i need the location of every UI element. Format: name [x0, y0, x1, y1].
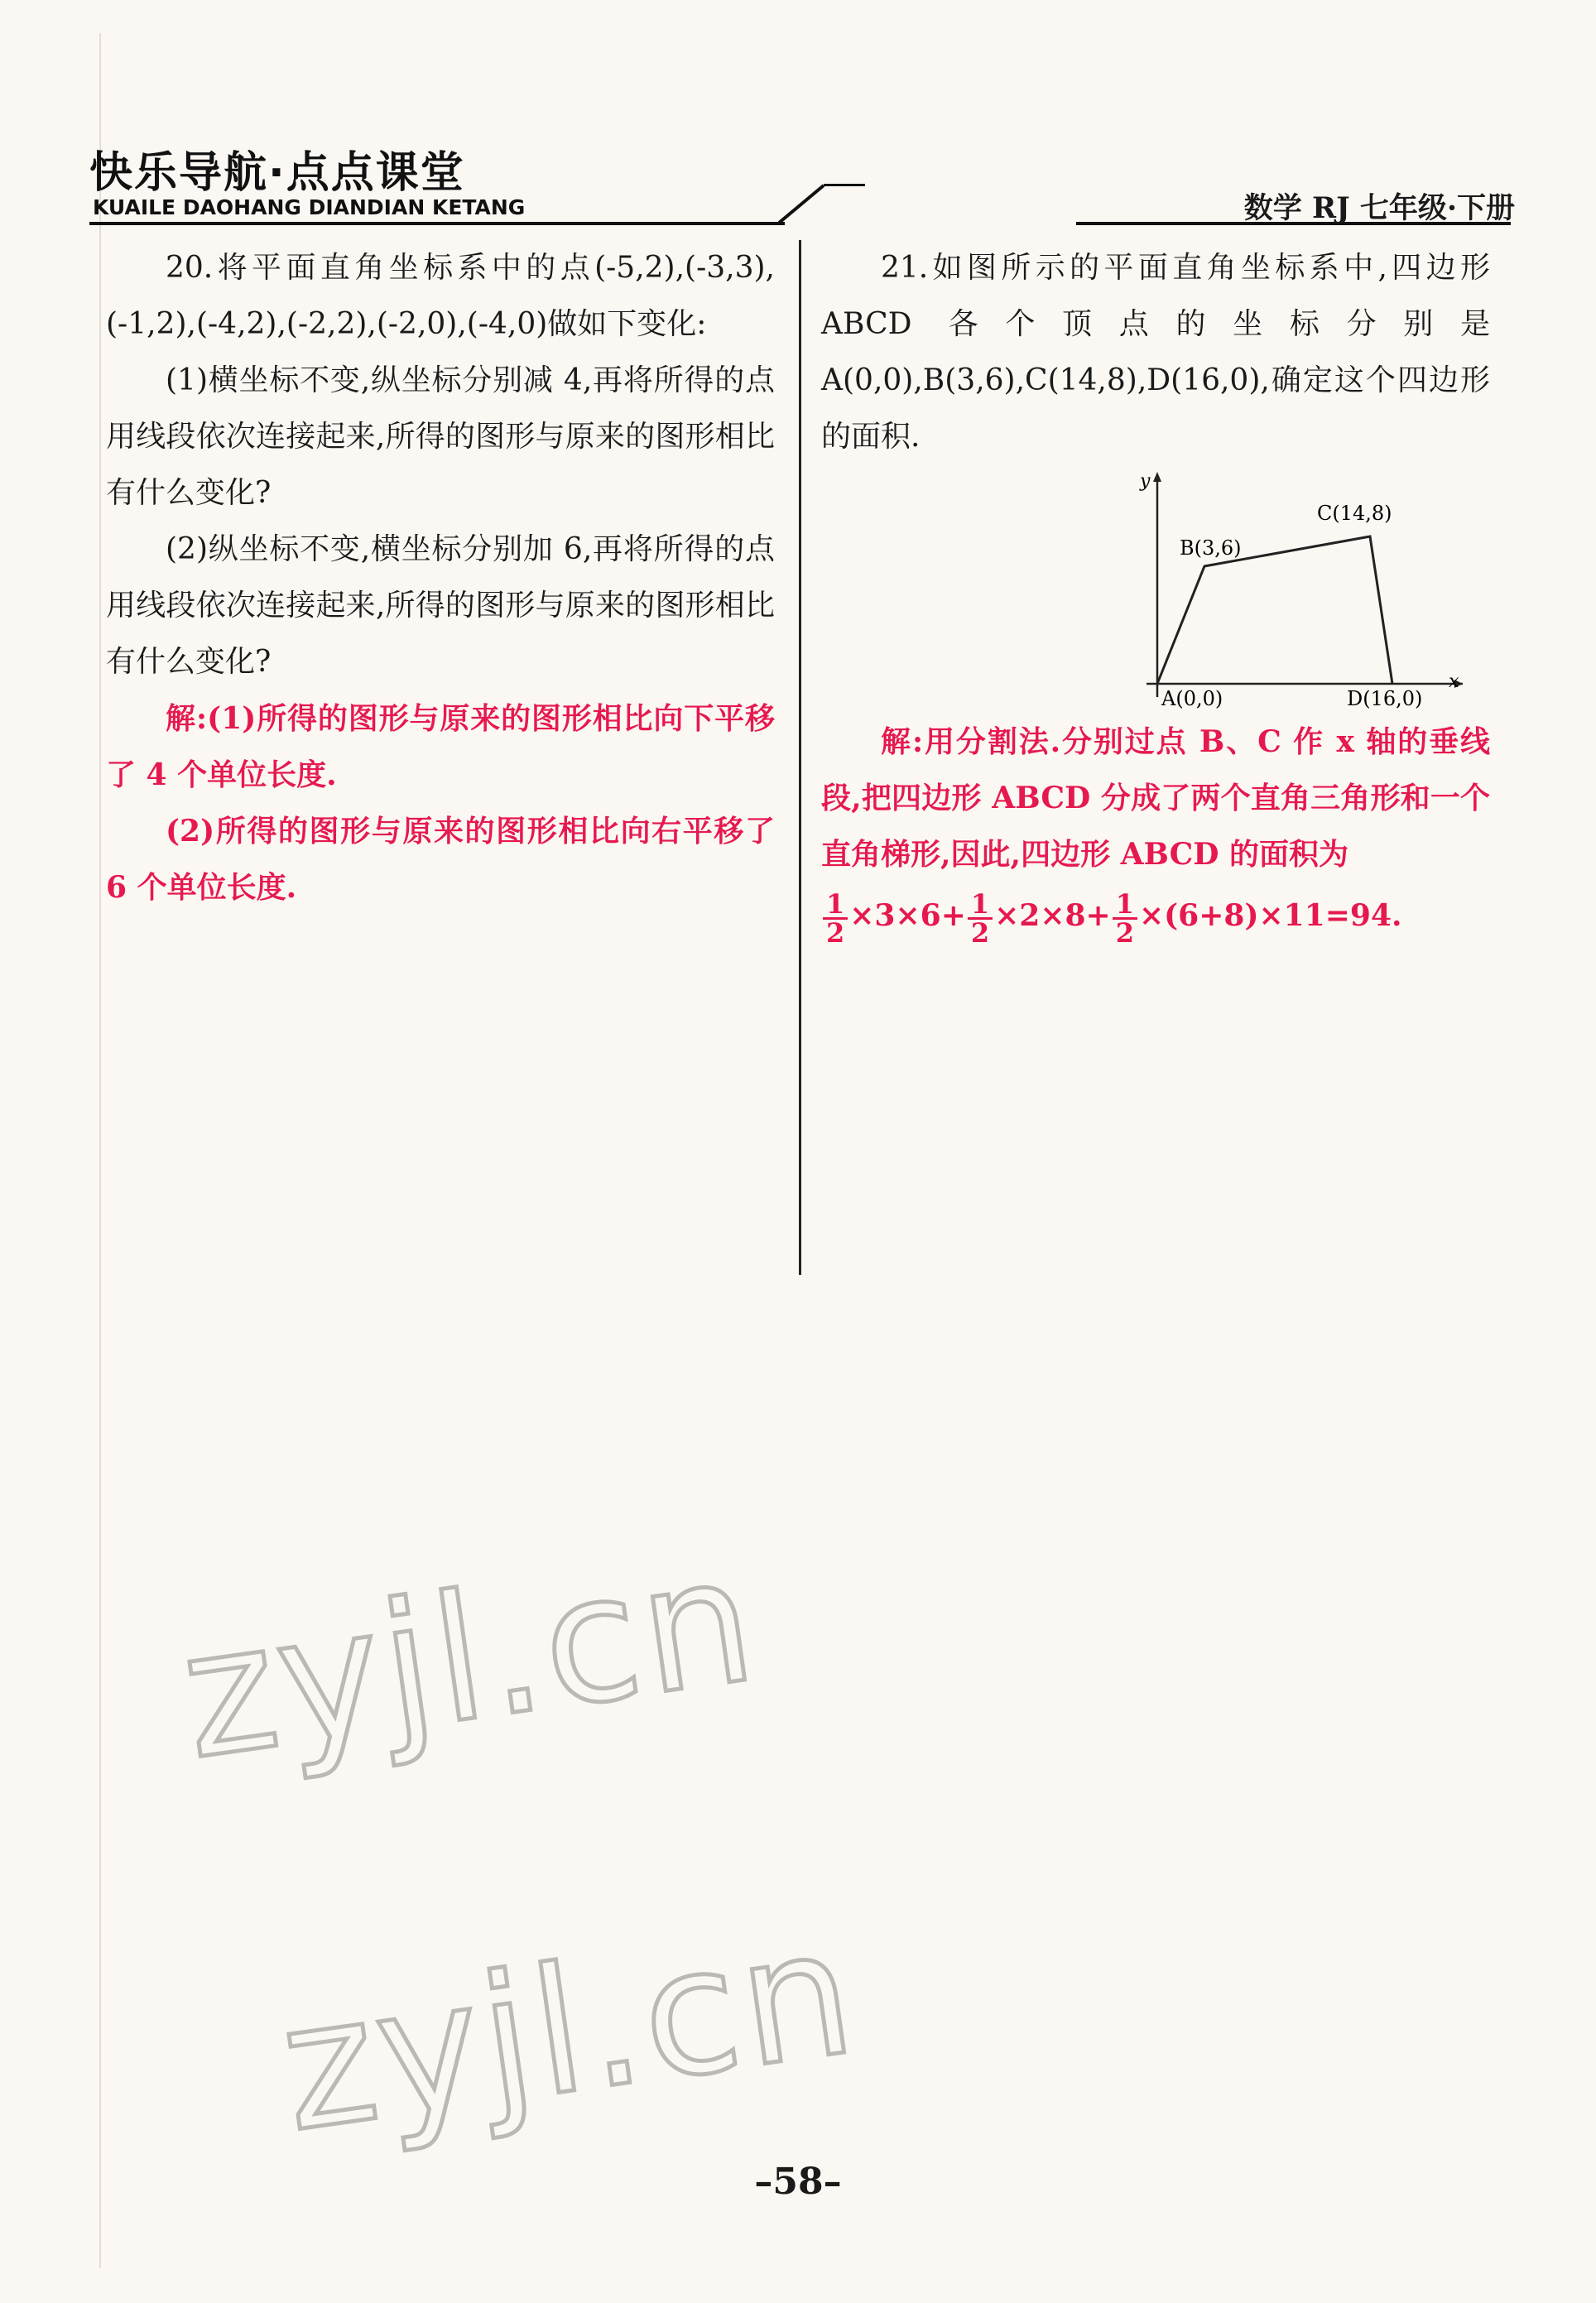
formula-term-3: ×(6+8)×11=94.	[1138, 898, 1402, 933]
header-rule-slant	[778, 182, 828, 227]
right-column	[821, 240, 1490, 465]
point-d-label: D(16,0)	[1347, 687, 1423, 710]
fraction-half-3: $\frac{1}{2}$	[1113, 891, 1137, 946]
answer-20-part2: (2)所得的图形与原来的图形相比向右平移了 6 个单位长度.	[106, 814, 775, 905]
question-21: 21.如图所示的平面直角坐标系中,四边形 ABCD 各个顶点的坐标分别是 A(0,0),B(3,6),C(14,8),D(16,0),确定这个四边形的面积.	[821, 251, 1490, 454]
question-20-part1: (1)横坐标不变,纵坐标分别减 4,再将所得的点用线段依次连接起来,所得的图形与原来的图形相比有什么变化?	[106, 363, 775, 510]
fraction-half-1: $\frac{1}{2}$	[823, 891, 848, 946]
point-c-label: C(14,8)	[1317, 502, 1392, 525]
x-axis-label: x	[1449, 671, 1459, 692]
quadrilateral-figure	[1122, 464, 1469, 712]
point-b-label: B(3,6)	[1180, 536, 1242, 560]
answer-20-part1: 解:(1)所得的图形与原来的图形相比向下平移了 4 个单位长度.	[106, 701, 775, 792]
answer-21-text: 解:用分割法.分别过点 B、C 作 x 轴的垂线段,把四边形 ABCD 分成了两个直角三角形和一个直角梯形,因此,四边形 ABCD 的面积为	[821, 724, 1490, 872]
brand-title: 快乐导航·点点课堂	[89, 148, 465, 198]
fraction-half-2: $\frac{1}{2}$	[968, 891, 993, 946]
question-20: 20.将平面直角坐标系中的点(-5,2),(-3,3),(-1,2),(-4,2),(-2,2),(-2,0),(-4,0)做如下变化:	[106, 251, 775, 341]
y-axis-label: y	[1140, 471, 1151, 492]
answer-21-formula	[821, 882, 1490, 949]
point-a-label: A(0,0)	[1161, 687, 1223, 710]
subject-label: 数学 RJ 七年级·下册	[1243, 191, 1515, 225]
header-rule-step	[824, 184, 865, 186]
question-20-part2: (2)纵坐标不变,横坐标分别加 6,再将所得的点用线段依次连接起来,所得的图形与原来的图形相比有什么变化?	[106, 532, 775, 679]
formula-term-2: ×2×8+	[994, 898, 1111, 933]
answer-21-block	[821, 714, 1490, 949]
y-axis-arrow	[1153, 472, 1161, 482]
page-number: –58–	[754, 2161, 842, 2203]
header-rule-left	[89, 222, 785, 225]
left-column	[106, 240, 775, 916]
brand-subtitle: KUAILE DAOHANG DIANDIAN KETANG	[93, 195, 526, 219]
watermark-upper: zyjl.cn	[171, 1517, 769, 1799]
watermark-lower: zyjl.cn	[270, 1889, 868, 2171]
formula-term-1: ×3×6+	[849, 898, 966, 933]
column-divider	[799, 240, 801, 1275]
